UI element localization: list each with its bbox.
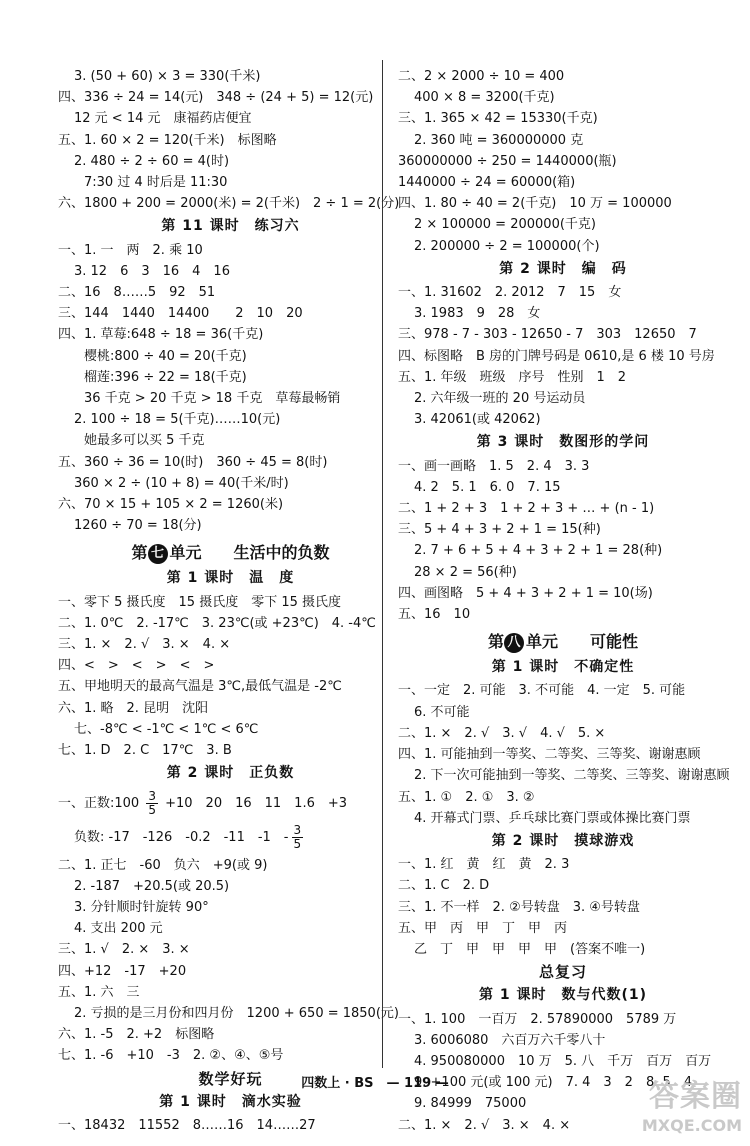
- answer-line: 1440000 ÷ 24 = 60000(箱): [398, 175, 576, 191]
- answer-line: 六、1800 + 200 = 2000(米) = 2(千米) 2 ÷ 1 = 2(分): [58, 196, 400, 212]
- answer-line: 3. (50 + 60) × 3 = 330(千米): [74, 69, 261, 84]
- answer-line: 二、2 × 2000 ÷ 10 = 400: [398, 69, 565, 84]
- answer-line: 六、1. -5 2. +2 标图略: [58, 1027, 215, 1043]
- fraction-denominator: 5: [148, 802, 156, 817]
- answer-line: 五、1. ① 2. ① 3. ②: [398, 789, 535, 805]
- answer-line: 三、144 1440 14400 2 10 20: [58, 306, 303, 322]
- unit-title: 第 七 单元 生活中的负数: [131, 543, 330, 563]
- answer-line: 9. +100 元(或 100 元) 7. 4 3 2 8. 5 4: [414, 1075, 693, 1091]
- answer-line: 她最多可以买 5 千克: [84, 433, 205, 449]
- lesson-title: 第 1 课时 温 度: [166, 570, 295, 587]
- answer-line: 400 × 8 = 3200(千克): [414, 90, 555, 106]
- answer-line: 一、1. 31602 2. 2012 7 15 女: [398, 285, 622, 301]
- answer-line: 五、甲地明天的最高气温是 3℃,最低气温是 -2℃: [58, 679, 342, 695]
- right-column: [398, 66, 728, 1136]
- answer-line: 2. 200000 ÷ 2 = 100000(个): [414, 238, 600, 254]
- answer-line: 二、16 8……5 92 51: [58, 285, 216, 301]
- answer-line: 四、1. 80 ÷ 40 = 2(千克) 10 万 = 100000: [398, 196, 672, 212]
- lesson-title: 第 1 课时 数与代数(1): [478, 987, 648, 1004]
- answer-line: 一、零下 5 摄氏度 15 摄氏度 零下 15 摄氏度: [58, 594, 342, 610]
- answer-line: 二、1. 0℃ 2. -17℃ 3. 23℃(或 +23℃) 4. -4℃: [58, 615, 376, 631]
- answer-line: 6. 不可能: [414, 704, 470, 720]
- answer-line: 二、1. C 2. D: [398, 878, 490, 894]
- answer-line: 三、1. × 2. √ 3. × 4. ×: [58, 637, 231, 653]
- answer-line: 2. 480 ÷ 2 ÷ 60 = 4(时): [74, 153, 230, 169]
- unit-number-badge: 八: [504, 633, 524, 653]
- answer-line: 二、1. × 2. √ 3. × 4. ×: [398, 1117, 571, 1133]
- answer-line: 3. 6006080 六百万六千零八十: [414, 1032, 606, 1048]
- answer-line: 四、1. 草莓:648 ÷ 18 = 36(千克): [58, 327, 264, 343]
- answer-line: 3. 12 6 3 16 4 16: [74, 263, 230, 279]
- answer-line: 28 × 2 = 56(种): [414, 564, 517, 580]
- answer-line: 360000000 ÷ 250 = 1440000(瓶): [398, 153, 617, 169]
- lesson-title: 第 11 课时 练习六: [161, 218, 300, 235]
- positive-numbers-line: [58, 787, 403, 821]
- answer-line: 3. 42061(或 42062): [414, 412, 541, 428]
- answer-line: 四、1. 可能抽到一等奖、二等奖、三等奖、谢谢惠顾: [398, 747, 701, 763]
- answer-line: 3. 分针顺时针旋转 90°: [74, 899, 209, 915]
- answer-line: 三、978 - 7 - 303 - 12650 - 7 303 12650 7: [398, 327, 697, 343]
- answer-line: 七、-8℃ < -1℃ < 1℃ < 6℃: [74, 721, 259, 737]
- negative-numbers-line: [58, 821, 403, 855]
- answer-line: 榴莲:396 ÷ 22 = 18(千克): [84, 369, 247, 385]
- answer-line: 二、1 + 2 + 3 1 + 2 + 3 + … + (n - 1): [398, 501, 655, 517]
- answer-line: 七、1. D 2. C 17℃ 3. B: [58, 743, 232, 759]
- answer-line: 2. 100 ÷ 18 = 5(千克)……10(元): [74, 412, 281, 428]
- answer-line: 三、5 + 4 + 3 + 2 + 1 = 15(种): [398, 522, 601, 538]
- answer-line: 2. 亏损的是三月份和四月份 1200 + 650 = 1850(元): [74, 1005, 399, 1021]
- answer-line: 四、+12 -17 +20: [58, 963, 187, 979]
- answer-line: 一、1. 红 黄 红 黄 2. 3: [398, 857, 570, 873]
- answer-line: 三、1. 365 × 42 = 15330(千克): [398, 111, 598, 127]
- answer-line: 五、360 ÷ 36 = 10(时) 360 ÷ 45 = 8(时): [58, 454, 328, 470]
- answer-line: 360 × 2 ÷ (10 + 8) = 40(千米/时): [74, 475, 289, 491]
- answer-line: 七、1. -6 +10 -3 2. ②、④、⑤号: [58, 1048, 284, 1064]
- answer-line: 二、1. × 2. √ 3. √ 4. √ 5. ×: [398, 725, 606, 741]
- lesson-title: 第 1 课时 滴水实验: [159, 1093, 302, 1110]
- answer-line: 2. 360 吨 = 360000000 克: [414, 132, 584, 148]
- answer-line: 五、1. 年级 班级 序号 性别 1 2: [398, 369, 627, 385]
- section-title: 总复习: [538, 963, 587, 982]
- answer-line: 四、标图略 B 房的门牌号码是 0610,是 6 楼 10 号房: [398, 348, 715, 364]
- answer-line: 12 元 < 14 元 康福药店便宜: [74, 111, 252, 127]
- watermark-url: MXQE.COM: [641, 1116, 742, 1135]
- lesson-title: 第 2 课时 摸球游戏: [491, 832, 635, 849]
- lesson-title: 第 2 课时 正负数: [166, 765, 295, 782]
- lesson-title: 第 2 课时 编 码: [499, 260, 627, 277]
- answer-line: 三、1. 不一样 2. ②号转盘 3. ④号转盘: [398, 899, 640, 915]
- answer-line: 36 千克 > 20 千克 > 18 千克 草莓最畅销: [84, 391, 341, 407]
- answer-line: 4. 950080000 10 万 5. 八 千万 百万 百万: [414, 1053, 712, 1069]
- fraction-numerator: 3: [293, 822, 302, 837]
- answer-line: 六、1. 略 2. 昆明 沈阳: [58, 700, 209, 716]
- answer-line: 乙 丁 甲 甲 甲 甲 (答案不唯一): [414, 941, 646, 957]
- answer-line: 1260 ÷ 70 = 18(分): [74, 518, 202, 534]
- answer-line: 4. 支出 200 元: [74, 921, 163, 937]
- answer-line: 4. 开幕式门票、乒乓球比赛门票或体操比赛门票: [414, 810, 691, 826]
- answer-line: 四、< > < > < >: [58, 658, 215, 674]
- answer-line: 五、16 10: [398, 607, 471, 623]
- page-footer: 四数上 · BS — 119 —: [301, 1076, 449, 1091]
- unit-title: 第 八 单元 可能性: [487, 632, 639, 652]
- answer-line: 一、1. 一 两 2. 乘 10: [58, 242, 203, 258]
- answer-line: 4. 2 5. 1 6. 0 7. 15: [414, 479, 561, 495]
- answer-line: 五、1. 60 × 2 = 120(千米) 标图略: [58, 132, 277, 148]
- positive-prefix: 一、正数:100: [58, 795, 140, 811]
- answer-line: 2. 7 + 6 + 5 + 4 + 3 + 2 + 1 = 28(种): [414, 543, 663, 559]
- lesson-title: 第 1 课时 不确定性: [491, 659, 635, 676]
- answer-line: 7:30 过 4 时后是 11:30: [84, 175, 228, 191]
- lesson-title: 第 3 课时 数图形的学问: [476, 434, 650, 451]
- unit-title-text: 单元 生活中的负数: [169, 543, 330, 563]
- answer-line: 一、18432 11552 8……16 14……27: [58, 1117, 316, 1133]
- answer-line: 三、1. √ 2. × 3. ×: [58, 942, 190, 958]
- fraction: [292, 824, 304, 851]
- answer-line: 二、1. 正七 -60 负六 +9(或 9): [58, 857, 268, 873]
- answer-line: 一、一定 2. 可能 3. 不可能 4. 一定 5. 可能: [398, 683, 686, 699]
- answer-line: 四、336 ÷ 24 = 14(元) 348 ÷ (24 + 5) = 12(元): [58, 90, 374, 106]
- left-column: [58, 66, 403, 1136]
- answer-line: 一、1. 100 一百万 2. 57890000 5789 万: [398, 1011, 677, 1027]
- watermark-logo: [592, 1078, 742, 1140]
- answer-line: 3. 1983 9 28 女: [414, 306, 541, 322]
- fraction: [146, 790, 158, 817]
- unit-number-badge: 七: [148, 544, 168, 564]
- answer-line: 樱桃:800 ÷ 40 = 20(千克): [84, 348, 247, 364]
- answer-line: 五、1. 六 三: [58, 984, 140, 1000]
- answer-line: 2 × 100000 = 200000(千克): [414, 217, 596, 233]
- answer-line: 9. 84999 75000: [414, 1096, 527, 1112]
- answer-line: 2. 下一次可能抽到一等奖、二等奖、三等奖、谢谢惠顾: [414, 768, 730, 784]
- answer-line: 五、甲 丙 甲 丁 甲 丙: [398, 920, 568, 936]
- answer-line: 2. 六年级一班的 20 号运动员: [414, 391, 586, 407]
- watermark-logo-text: 答案圈: [649, 1079, 742, 1114]
- negative-prefix: 负数: -17 -126 -0.2 -11 -1 -: [74, 829, 289, 845]
- unit-title-text: 单元 可能性: [526, 632, 639, 652]
- answer-line: 四、画图略 5 + 4 + 3 + 2 + 1 = 10(场): [398, 585, 653, 601]
- fraction-numerator: 3: [148, 788, 156, 803]
- answer-line: 六、70 × 15 + 105 × 2 = 1260(米): [58, 497, 284, 513]
- fraction-denominator: 5: [293, 836, 302, 851]
- answer-line: 一、画一画略 1. 5 2. 4 3. 3: [398, 458, 590, 474]
- positive-suffix: +10 20 16 11 1.6 +3: [165, 795, 348, 811]
- answer-line: 2. -187 +20.5(或 20.5): [74, 878, 230, 894]
- section-title: 数学好玩: [198, 1069, 263, 1088]
